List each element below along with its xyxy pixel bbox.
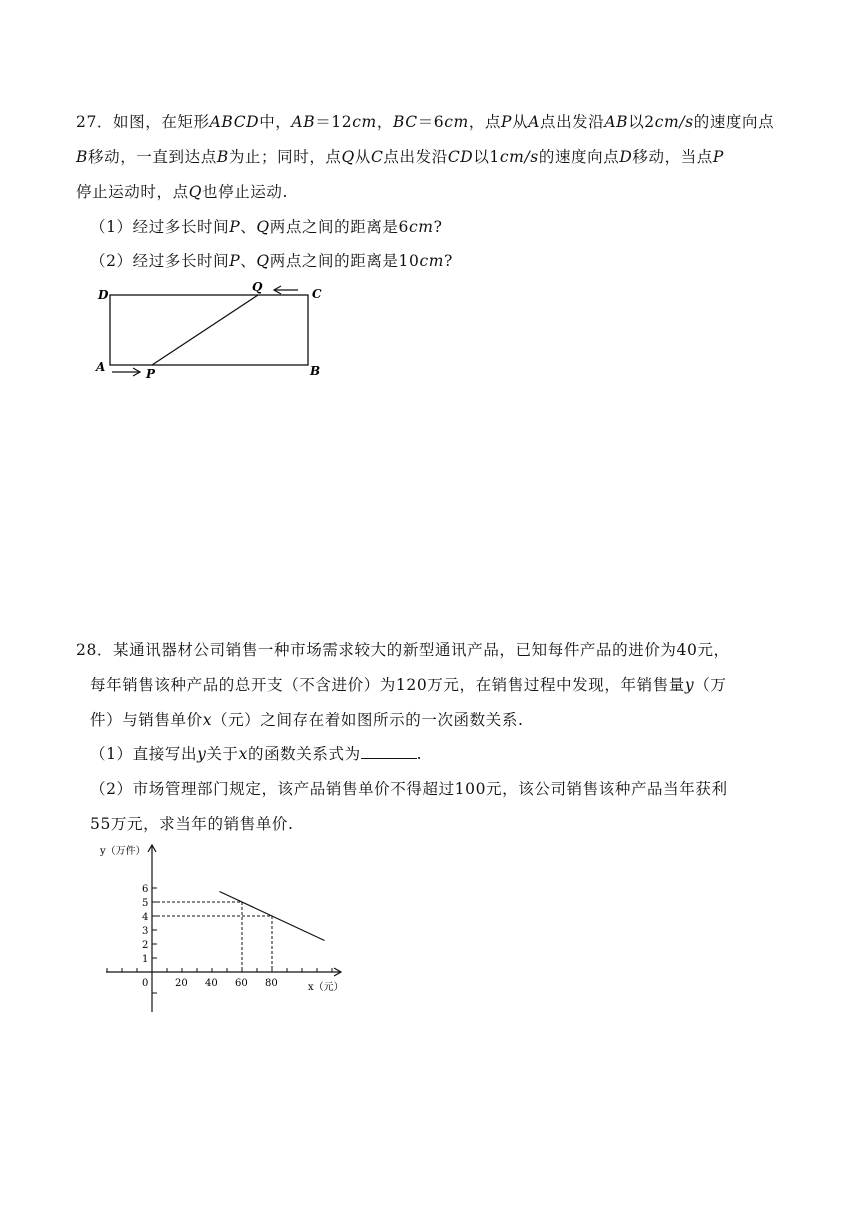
y-tick-label: 4 bbox=[142, 912, 149, 923]
q28-line1: 28．某通讯器材公司销售一种市场需求较大的新型通讯产品，已知每件产品的进价为40元， bbox=[76, 641, 730, 659]
label-b: B bbox=[310, 364, 321, 378]
q28-sub2-line2: 55万元，求当年的销售单价. bbox=[90, 815, 294, 833]
q27-line1: 27．如图，在矩形ABCD中，AB＝12cm，BC＝6cm，点P从A点出发沿AB以2cm/s的速度向点 bbox=[76, 113, 775, 131]
x-tick-label: 20 bbox=[175, 978, 188, 989]
q27-sub2: （2）经过多长时间P、Q两点之间的距离是10cm? bbox=[90, 252, 453, 270]
rectangle-figure bbox=[90, 280, 340, 380]
x-tick-label: 40 bbox=[205, 978, 218, 989]
segment-pq bbox=[152, 295, 258, 365]
y-tick-label: 6 bbox=[142, 884, 149, 895]
label-c: C bbox=[312, 287, 322, 301]
x-tick-label: 60 bbox=[235, 978, 248, 989]
label-q: Q bbox=[252, 280, 263, 294]
x-axis-label: x（元） bbox=[308, 982, 344, 993]
q27-sub1: （1）经过多长时间P、Q两点之间的距离是6cm? bbox=[90, 218, 443, 236]
x-tick-label: 80 bbox=[265, 978, 278, 989]
rectangle-abcd bbox=[110, 295, 308, 365]
graph-ticks bbox=[107, 884, 332, 993]
answer-blank[interactable] bbox=[361, 744, 417, 759]
origin-label: 0 bbox=[142, 978, 149, 989]
label-d: D bbox=[98, 288, 109, 302]
q27-line2: B移动，一直到达点B为止；同时，点Q从C点出发沿CD以1cm/s的速度向点D移动，当点P bbox=[76, 148, 724, 166]
label-a: A bbox=[96, 360, 106, 374]
graph-marks bbox=[152, 892, 325, 973]
q27-line3: 停止运动时，点Q也停止运动. bbox=[76, 183, 289, 201]
y-tick-label: 2 bbox=[142, 940, 149, 951]
q28-line3: 件）与销售单价x（元）之间存在着如图所示的一次函数关系. bbox=[90, 711, 524, 729]
q28-sub1: （1）直接写出y关于x的函数关系式为 . bbox=[90, 745, 423, 763]
q27-number: 27． bbox=[76, 113, 114, 131]
y-axis-label: y（万件） bbox=[100, 846, 146, 857]
function-graph bbox=[96, 840, 356, 1020]
y-tick-label: 3 bbox=[142, 926, 149, 937]
y-tick-label: 5 bbox=[142, 898, 149, 909]
label-p: P bbox=[146, 367, 156, 380]
q28-sub2-line1: （2）市场管理部门规定，该产品销售单价不得超过100元，该公司销售该种产品当年获利 bbox=[90, 780, 728, 798]
q28-line2: 每年销售该种产品的总开支（不含进价）为120万元，在销售过程中发现，年销售量y（万 bbox=[90, 676, 727, 694]
y-tick-label: 1 bbox=[142, 954, 149, 965]
